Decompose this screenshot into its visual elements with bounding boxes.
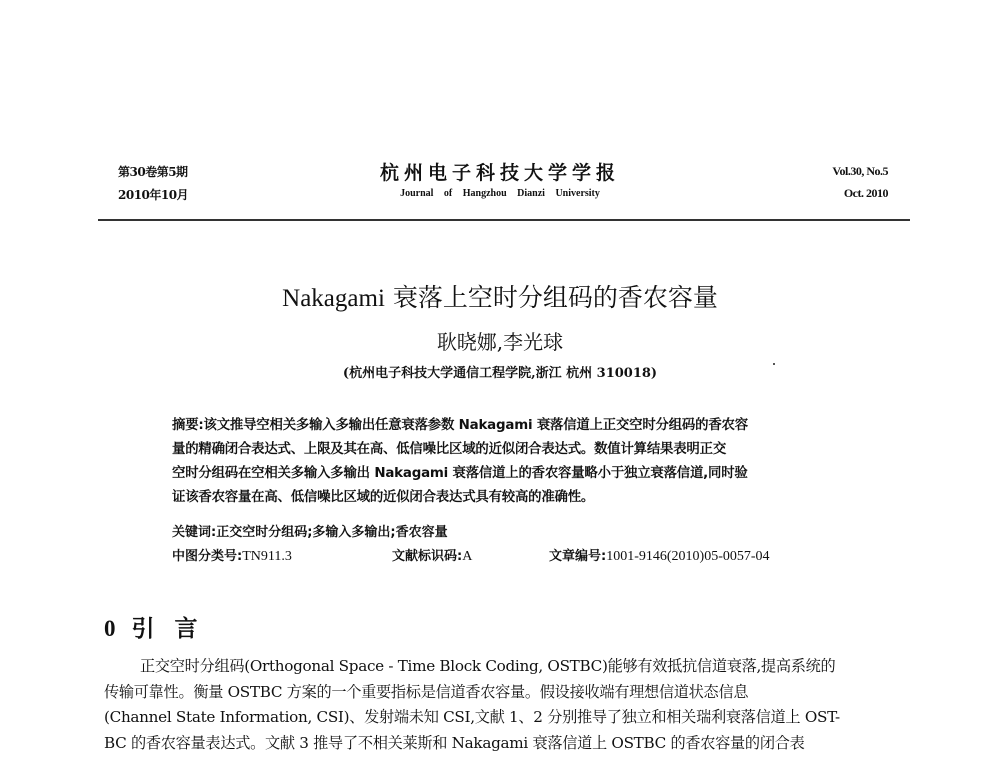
article-no-label: 文章编号: — [549, 549, 607, 564]
abstract — [172, 414, 832, 510]
clc-number — [172, 545, 292, 565]
keywords — [172, 521, 448, 540]
article-no-value: 1001-9146(2010)05-0057-04 — [606, 549, 770, 564]
clc-label: 中图分类号: — [172, 549, 243, 564]
article-number — [549, 545, 770, 565]
scan-speck — [773, 363, 775, 365]
doc-code-label: 文献标识码: — [392, 549, 463, 564]
keywords-label: 关键词: — [172, 525, 217, 540]
affiliation: (杭州电子科技大学通信工程学院,浙江 杭州 310018) — [342, 366, 658, 381]
section-heading — [104, 610, 198, 643]
volume-issue-en: Vol.30, No.5 — [832, 164, 888, 178]
keywords-value: 正交空时分组码;多输入多输出;香农容量 — [216, 525, 448, 540]
date-cn: 2010年10月 — [118, 188, 189, 202]
paper-title-cn: 衰落上空时分组码的香农容量 — [384, 283, 718, 312]
date-en: Oct. 2010 — [843, 186, 888, 200]
body-line: (Channel State Information, CSI)、发射端未知 CSI,文献 1、2 分别推导了独立和相关瑞利衰落信道上 OST- — [104, 708, 840, 726]
journal-title-cn: 杭州电子科技大学学报 — [380, 162, 621, 184]
section-title-char: 引 — [131, 616, 155, 642]
body-line: BC 的香农容量表达式。文献 3 推导了不相关莱斯和 Nakagami 衰落信道上 OSTBC 的香农容量的闭合表 — [104, 733, 805, 752]
header-divider — [98, 219, 910, 221]
abstract-label: 摘要: — [172, 418, 204, 433]
body-line: 传输可靠性。衡量 OSTBC 方案的一个重要指标是信道香农容量。假设接收端有理想信道状态信息 — [104, 682, 749, 701]
clc-value: TN911.3 — [242, 549, 292, 564]
abstract-line: 量的精确闭合表达式、上限及其在高、低信噪比区域的近似闭合表达式。数值计算结果表明正交 — [172, 442, 727, 457]
section-number: 0 — [104, 616, 116, 641]
volume-issue-cn: 第30卷第5期 — [118, 165, 188, 179]
paper-title — [0, 278, 1000, 314]
section-title-char: 言 — [174, 616, 198, 642]
doc-code-value: A — [462, 549, 473, 564]
abstract-line: 空时分组码在空相关多输入多输出 Nakagami 衰落信道上的香农容量略小于独立衰落信道,同时验 — [172, 466, 748, 481]
body-line: 正交空时分组码(Orthogonal Space - Time Block Coding, OSTBC)能够有效抵抗信道衰落,提高系统的 — [140, 657, 836, 675]
document-code — [392, 545, 472, 565]
abstract-line: 摘要:该文推导空相关多输入多输出任意衰落参数 Nakagami 衰落信道上正交空时分组码的香农容 — [172, 418, 748, 433]
journal-title-en: Journal of Hangzhou Dianzi University — [400, 188, 600, 199]
abstract-line: 证该香农容量在高、低信噪比区域的近似闭合表达式具有较高的准确性。 — [172, 490, 595, 505]
body-paragraph — [104, 654, 904, 756]
paper-title-latin: Nakagami — [282, 285, 385, 312]
authors: 耿晓娜,李光球 — [436, 330, 564, 354]
